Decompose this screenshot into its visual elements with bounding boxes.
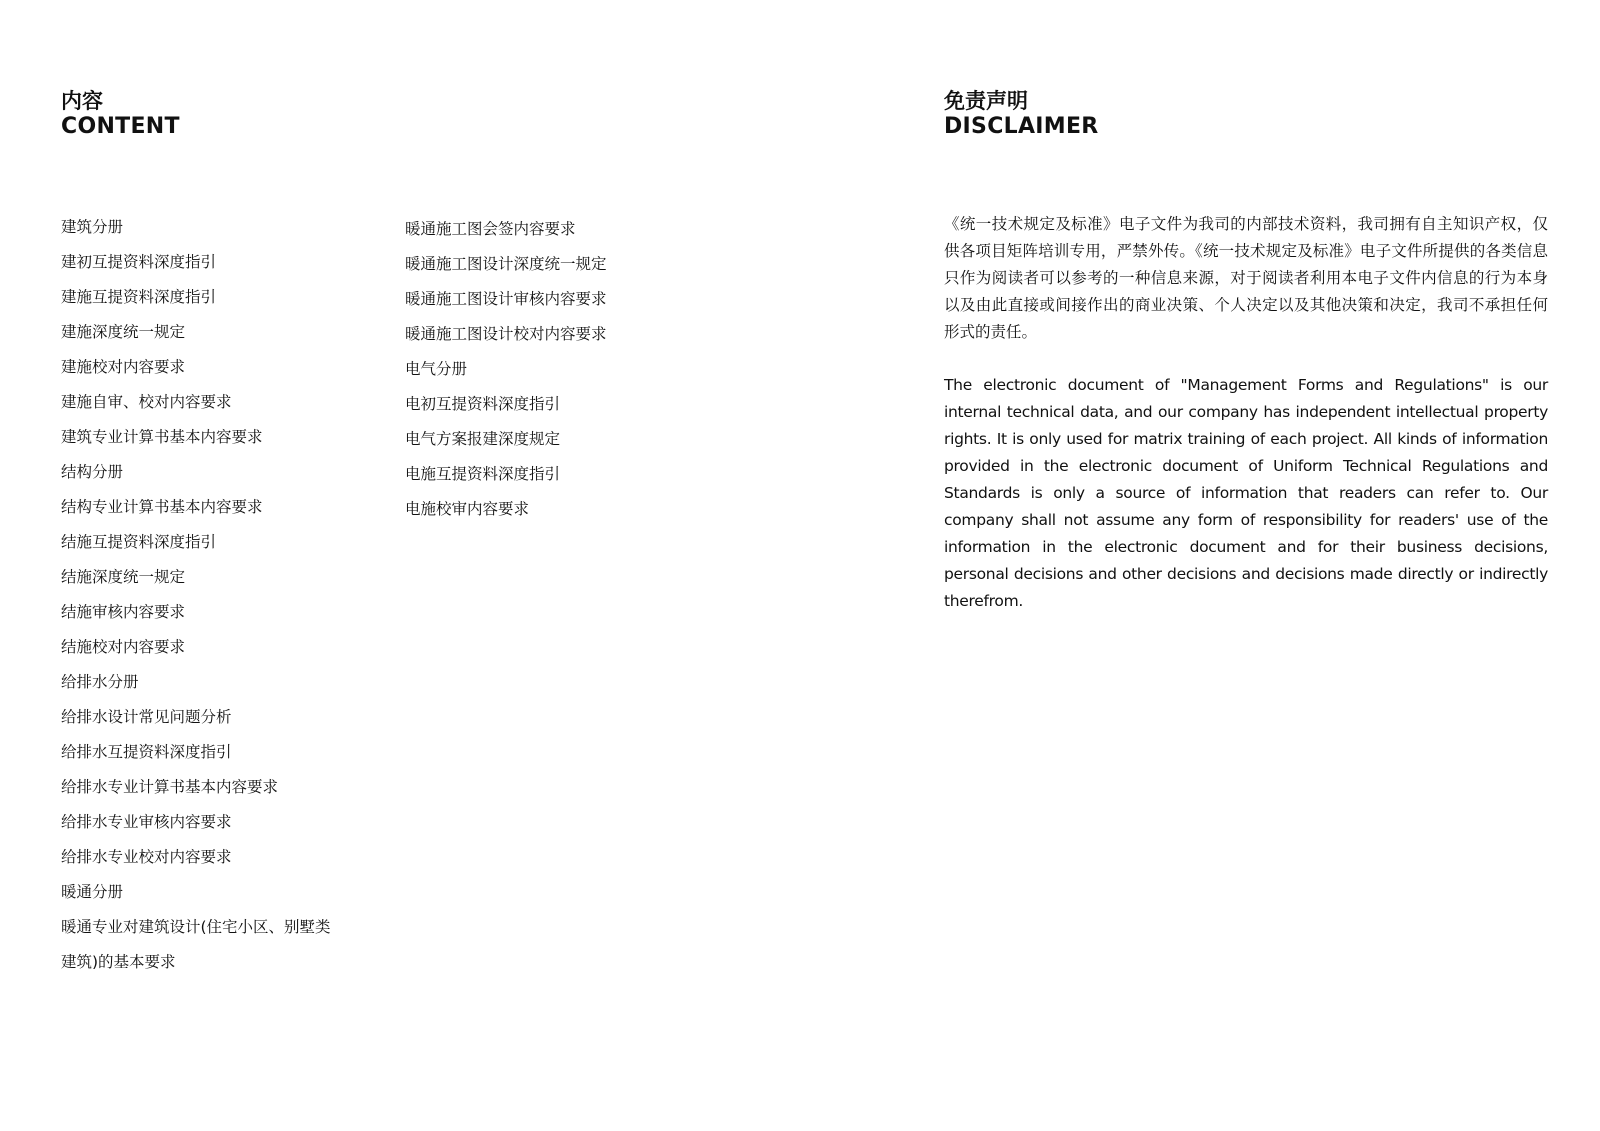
toc-item[interactable]: 建施深度统一规定 [61, 323, 186, 341]
toc-item[interactable]: 建初互提资料深度指引 [61, 253, 217, 271]
toc-item[interactable]: 暖通施工图设计深度统一规定 [405, 255, 607, 273]
toc-item[interactable]: 建筑专业计算书基本内容要求 [61, 428, 263, 446]
toc-item[interactable]: 暖通施工图设计审核内容要求 [405, 290, 607, 308]
toc-item[interactable]: 结构专业计算书基本内容要求 [61, 498, 263, 516]
toc-item[interactable]: 给排水专业审核内容要求 [61, 813, 232, 831]
toc-item[interactable]: 电气分册 [405, 360, 468, 378]
toc-item[interactable]: 建施校对内容要求 [61, 358, 186, 376]
toc-item[interactable]: 建施互提资料深度指引 [61, 288, 217, 306]
toc-item[interactable]: 建施自审、校对内容要求 [61, 393, 232, 411]
toc-item[interactable]: 建筑)的基本要求 [61, 953, 176, 971]
toc-item[interactable]: 电施互提资料深度指引 [405, 465, 561, 483]
toc-item[interactable]: 给排水专业校对内容要求 [61, 848, 232, 866]
toc-item[interactable]: 暖通专业对建筑设计(住宅小区、别墅类 [61, 918, 331, 936]
toc-item[interactable]: 电施校审内容要求 [405, 500, 530, 518]
toc-item[interactable]: 暖通施工图会签内容要求 [405, 220, 576, 238]
toc-item[interactable]: 结施校对内容要求 [61, 638, 186, 656]
content-heading-zh: 内容 [61, 89, 103, 113]
disclaimer-text-en: The electronic document of "Management Forms and Regulations" is our internal technical data, and our company has independent intellectual property rights. It is only used for matrix training of each project. All kinds of information provided in the electronic document of Uniform Technical Regulations and Standards is only a source of information that readers can refer to. Our company shall not assume any form of responsibility for readers' use of the information in the electronic document and for their business decisions, personal decisions and other decisions and decisions made directly or indirectly therefrom. [944, 376, 1548, 610]
toc-item[interactable]: 结施审核内容要求 [61, 603, 186, 621]
toc-item[interactable]: 给排水设计常见问题分析 [61, 708, 232, 726]
toc-item[interactable]: 结构分册 [61, 463, 124, 481]
toc-item[interactable]: 暖通施工图设计校对内容要求 [405, 325, 607, 343]
toc-item[interactable]: 暖通分册 [61, 883, 124, 901]
content-heading [61, 88, 180, 140]
toc-item[interactable]: 建筑分册 [61, 218, 124, 236]
toc-item[interactable]: 结施深度统一规定 [61, 568, 186, 586]
toc-item[interactable]: 给排水专业计算书基本内容要求 [61, 778, 279, 796]
toc-item[interactable]: 给排水分册 [61, 673, 139, 691]
disclaimer-heading-zh: 免责声明 [944, 89, 1028, 113]
disclaimer-heading [944, 88, 1099, 140]
disclaimer-heading-en: DISCLAIMER [944, 114, 1099, 139]
toc-item[interactable]: 电气方案报建深度规定 [405, 430, 561, 448]
disclaimer-text-zh: 《统一技术规定及标准》电子文件为我司的内部技术资料，我司拥有自主知识产权，仅供各项目矩阵培训专用，严禁外传。《统一技术规定及标准》电子文件所提供的各类信息只作为阅读者可以参考的一种信息来源，对于阅读者利用本电子文件内信息的行为本身以及由此直接或间接作出的商业决策、个人决定以及其他决策和决定，我司不承担任何形式的责任。 [944, 215, 1548, 341]
toc-item[interactable]: 电初互提资料深度指引 [405, 395, 561, 413]
toc-item[interactable]: 给排水互提资料深度指引 [61, 743, 232, 761]
toc-item[interactable]: 结施互提资料深度指引 [61, 533, 217, 551]
toc-column-2 [405, 212, 607, 527]
toc-column-1 [61, 210, 331, 980]
content-heading-en: CONTENT [61, 114, 180, 139]
